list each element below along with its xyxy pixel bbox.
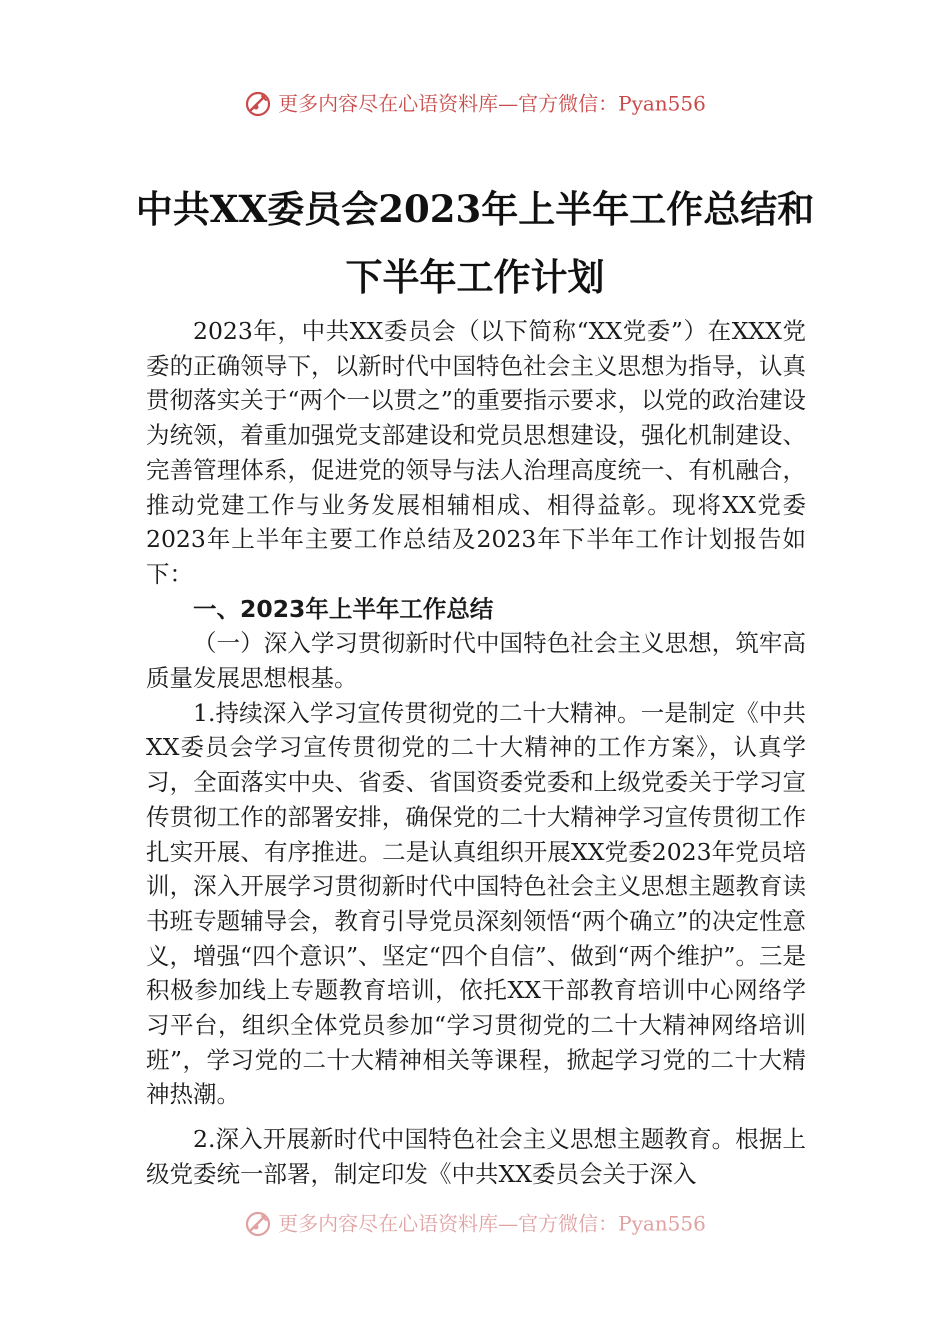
- watermark-header: [0, 88, 950, 118]
- body-paragraph-item1: 1.持续深入学习宣传贯彻党的二十大精神。一是制定《中共XX委员会学习宣传贯彻党的二十大精神的工作方案》，认真学习，全面落实中央、省委、省国资委党委和上级党委关于学习宣传贯彻工作的部署安排，确保党的二十大精神学习宣传贯彻工作扎实开展、有序推进。二是认真组织开展XX党委2023年党员培训，深入开展学习贯彻新时代中国特色社会主义思想主题教育读书班专题辅导会，教育引导党员深刻领悟“两个确立”的决定性意义，增强“四个意识”、坚定“四个自信”、做到“两个维护”。三是积极参加线上专题教育培训，依托XX干部教育培训中心网络学习平台，组织全体党员参加“学习贯彻党的二十大精神网络培训班”，学习党的二十大精神相关等课程，掀起学习党的二十大精神热潮。: [146, 698, 806, 1109]
- document-body: [146, 314, 806, 1192]
- body-paragraph-item2: 2.深入开展新时代中国特色社会主义思想主题教育。根据上级党委统一部署，制定印发《中共XX委员会关于深入: [146, 1125, 806, 1188]
- watermark-text: 更多内容尽在心语资料库—官方微信：Pyan556: [278, 91, 706, 116]
- intro-paragraph: 2023年，中共XX委员会（以下简称“XX党委”）在XXX党委的正确领导下，以新时代中国特色社会主义思想为指导，认真贯彻落实关于“两个一以贯之”的重要指示要求，以党的政治建设为统领，着重加强党支部建设和党员思想建设，强化机制建设、完善管理体系，促进党的领导与法人治理高度统一、有机融合，推动党建工作与业务发展相辅相成、相得益彰。现将XX党委2023年上半年主要工作总结及2023年下半年工作计划报告如下：: [146, 317, 806, 588]
- document-title-line2: 下半年工作计划: [345, 255, 605, 299]
- subsection-heading: （一）深入学习贯彻新时代中国特色社会主义思想，筑牢高质量发展思想根基。: [146, 629, 806, 693]
- paragraph-gap: [146, 1112, 806, 1122]
- pen-seal-logo-icon: [244, 90, 272, 118]
- document-title-line1: 中共XX委员会2023年上半年工作总结和: [135, 187, 815, 231]
- pen-seal-logo-icon: [244, 1210, 272, 1238]
- watermark-footer: [0, 1208, 950, 1238]
- section-heading: 一、2023年上半年工作总结: [193, 594, 494, 623]
- watermark-text: 更多内容尽在心语资料库—官方微信：Pyan556: [278, 1211, 706, 1236]
